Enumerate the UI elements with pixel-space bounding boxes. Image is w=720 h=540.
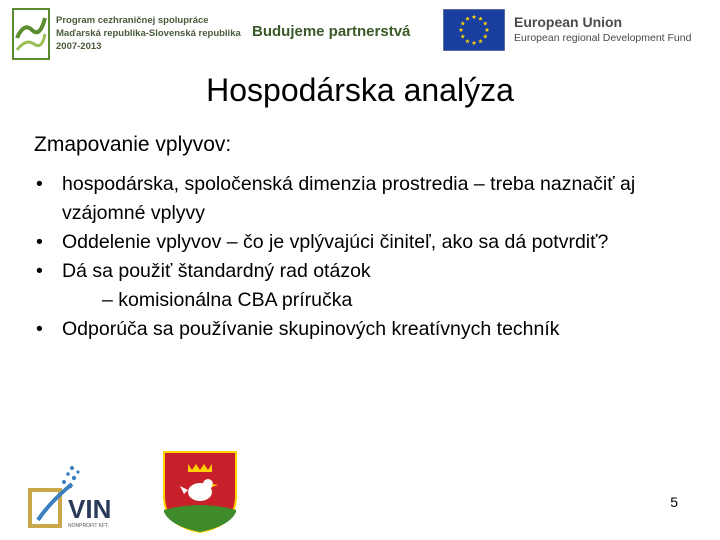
bullet-item: [36, 257, 696, 315]
bullet-dot: •: [36, 231, 43, 253]
program-line: 2007-2013: [56, 41, 102, 52]
bullet-list: [36, 170, 696, 344]
bullet-dot: •: [36, 173, 43, 195]
bullet-text: hospodárska, spoločenská dimenzia prostredia – treba naznačiť aj vzájomné vplyvy: [62, 173, 636, 224]
slide-title: Hospodárska analýza: [206, 72, 514, 108]
program-map-icon: [12, 8, 50, 60]
slogan: Budujeme partnerstvá: [252, 23, 411, 40]
bullet-text: Odporúča sa používanie skupinových kreatívnych techník: [62, 318, 560, 340]
bullet-item: [36, 170, 696, 228]
bullet-dot: •: [36, 260, 43, 282]
program-logo: [12, 8, 252, 64]
header-bar: [0, 0, 720, 70]
coat-of-arms-icon: [160, 450, 240, 534]
program-line: Program cezhraničnej spolupráce: [56, 15, 209, 26]
bullet-item: [36, 228, 696, 257]
bullet-subtext: – komisionálna CBA príručka: [102, 289, 353, 311]
page-number: 5: [670, 494, 678, 510]
bullet-item: [36, 315, 696, 344]
eu-label: [514, 14, 691, 45]
slide-subtitle: Zmapovanie vplyvov:: [34, 133, 232, 156]
bullet-text: Oddelenie vplyvov – čo je vplývajúci činiteľ, ako sa dá potvrdiť?: [62, 231, 609, 253]
vin-logo: [26, 462, 146, 530]
eu-subtitle: European regional Development Fund: [514, 32, 692, 44]
program-name: [56, 14, 256, 53]
eu-title: European Union: [514, 14, 623, 30]
bullet-text: Dá sa použiť štandardný rad otázok: [62, 260, 371, 282]
vin-logo-text: VIN: [68, 494, 112, 524]
eu-flag-icon: [443, 9, 505, 51]
vin-logo-small: NONPROFIT KFT.: [68, 523, 110, 529]
bullet-dot: •: [36, 318, 43, 340]
program-line: Maďarská republika-Slovenská republika: [56, 28, 241, 39]
